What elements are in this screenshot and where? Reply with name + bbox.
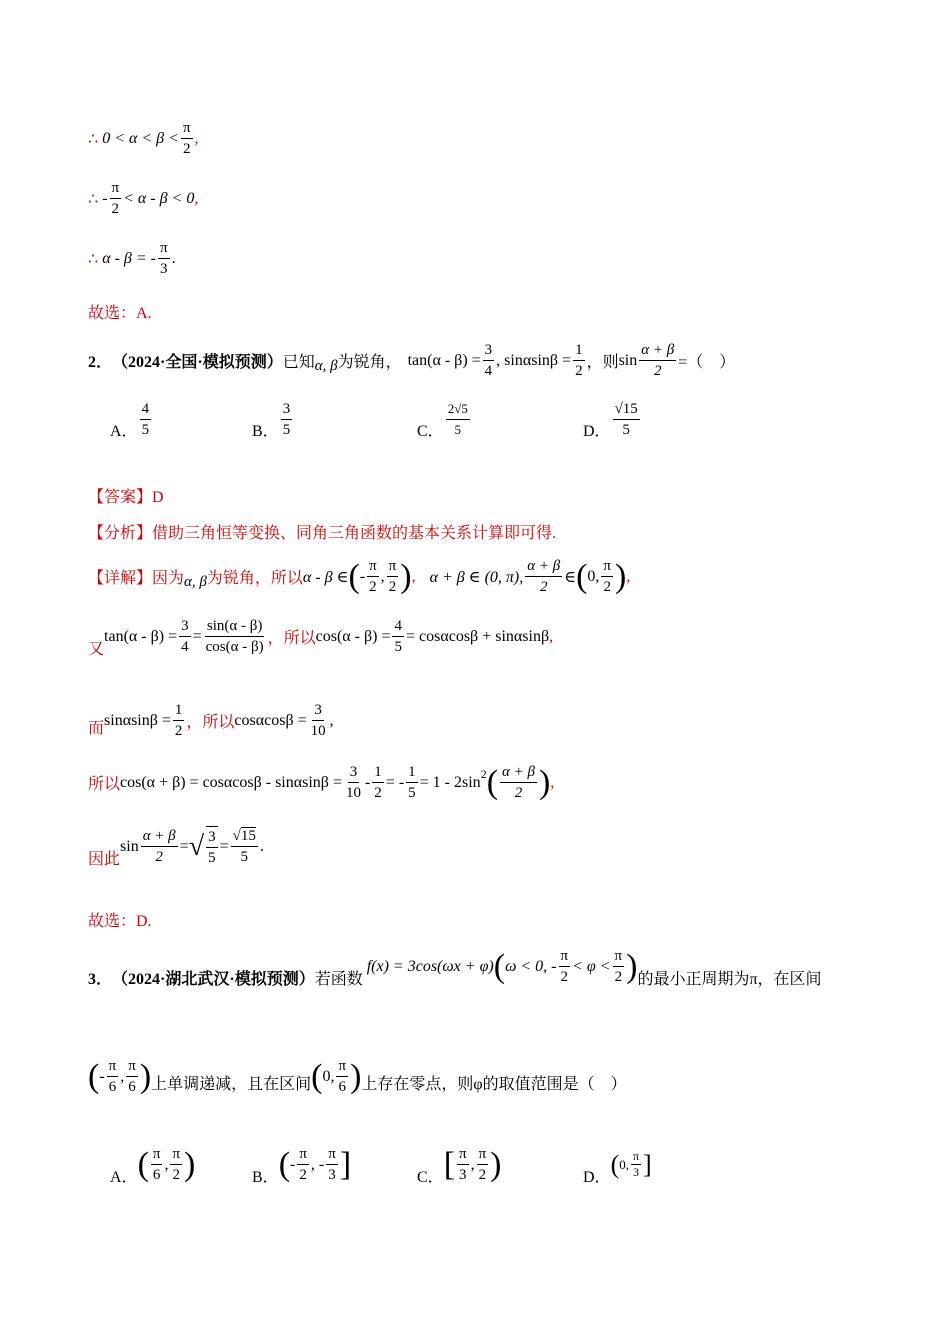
sin-product: sinαsinβ = xyxy=(104,711,171,729)
option-label: A． xyxy=(110,1169,138,1186)
minus: - xyxy=(102,189,108,207)
fraction: $\frac{1}{2}$ xyxy=(374,764,382,801)
stem-text: ，则 xyxy=(586,354,619,371)
fraction: $\frac{\pi}{2}$ xyxy=(603,558,611,595)
punct: , xyxy=(194,129,199,147)
stem-text: 上单调递减，且在区间 xyxy=(151,1076,312,1093)
stem-text: 已知 xyxy=(282,354,315,371)
fraction: $\frac{\pi}{2}$ xyxy=(369,558,377,595)
option-label: A． xyxy=(110,423,138,440)
double-angle-expression: = 1 - 2sin xyxy=(419,773,481,791)
option-b[interactable] xyxy=(252,398,294,441)
option-label: B． xyxy=(252,1169,279,1186)
identity-expression: = cosαcosβ + sinαsinβ xyxy=(405,627,550,645)
cos-product: cosαcosβ = xyxy=(234,711,307,729)
inequality: < α - β < 0 xyxy=(123,189,195,207)
fraction: $\frac{\pi}{6}$ xyxy=(152,1146,161,1183)
variables: α, β xyxy=(314,358,338,374)
fraction: $\frac{\pi}{2}$ xyxy=(478,1146,487,1183)
therefore-symbol: ∴ xyxy=(88,190,99,208)
answer-line: 【答案】D xyxy=(88,489,164,506)
fraction: $\frac{\alpha + \beta}{2}$ xyxy=(502,764,535,801)
option-label: D． xyxy=(583,1169,611,1186)
detail-text: 为锐角，所以 xyxy=(206,570,303,587)
fraction: $\frac{\sin(\alpha - \beta)}{\cos(\alpha - \beta)}$ xyxy=(205,618,264,655)
option-label: C． xyxy=(417,1169,444,1186)
fraction: $\frac{\alpha + \beta}{2}$ xyxy=(142,828,176,865)
stem-text: 为锐角， xyxy=(337,354,402,371)
inequality: 0 < α < β < xyxy=(102,129,179,147)
fraction: $\frac{\pi}{6}$ xyxy=(108,1058,117,1095)
condition: < φ < xyxy=(572,957,611,975)
fraction: $\frac{1}{5}$ xyxy=(408,764,416,801)
fraction: $\frac{\pi}{2}$ xyxy=(182,120,191,157)
detail-text: 所以 xyxy=(88,776,121,793)
detail-label: 【详解】因为 xyxy=(88,570,185,587)
fraction: $\frac{3}{5}$ xyxy=(282,401,291,438)
detail-text: ，所以 xyxy=(186,714,235,731)
q3-option-b[interactable]: B． ( - $\frac{\pi}{2}$ , - $\frac{\pi}{3}$ ] xyxy=(252,1145,352,1186)
solution-line-3 xyxy=(88,238,176,279)
stem-text: 的最小正周期为π，在区间 xyxy=(637,971,822,988)
variables: α, β xyxy=(184,574,207,590)
detail-line-2: 又 tan(α - β) = $\frac{3}{4}$ = $\frac{\sin(\alpha - \beta)}{\cos(\alpha - \beta)}$ ，所以 cos(α - β) = $\frac{4}{5}$ = cosαcosβ + sinαsinβ , xyxy=(88,618,554,658)
equation: α - β = - xyxy=(102,249,157,267)
fraction: $\frac{4}{5}$ xyxy=(394,618,402,655)
tan-expression: tan(α - β) = xyxy=(104,627,178,645)
option-label: C． xyxy=(417,423,444,440)
question-2-stem xyxy=(88,340,735,381)
option-a[interactable] xyxy=(110,398,153,441)
target-expression: sin xyxy=(618,351,638,369)
fraction: $\frac{\pi}{2}$ xyxy=(388,558,397,595)
option-d[interactable] xyxy=(583,398,642,441)
detail-line-3: 而 sinαsinβ = $\frac{1}{2}$ ，所以 cosαcosβ = $\frac{3}{10}$ , xyxy=(88,702,334,739)
fraction: $\frac{3}{10}$ xyxy=(345,764,361,801)
fraction: $\frac{\pi}{2}$ xyxy=(299,1146,307,1183)
detail-line-1: 【详解】因为 α, β 为锐角，所以 α - β ∈ ( - $\frac{\pi}{2}$ , $\frac{\pi}{2}$ ) , α + β ∈ (0, π), $\frac{\alpha + \beta}{2}$ ∈ ( 0, $\frac{\pi}{2}$ ) , xyxy=(88,557,631,595)
therefore-symbol: ∴ xyxy=(88,250,99,268)
question-3-stem-2: ( - $\frac{\pi}{6}$ , $\frac{\pi}{6}$ ) 上单调递减，且在区间 ( 0, $\frac{\pi}{6}$ ) 上存在零点，则φ的取值范围是（ ） xyxy=(88,1057,627,1095)
fraction: $\frac{\pi}{6}$ xyxy=(128,1058,136,1095)
stem-text: 若函数 xyxy=(314,971,363,988)
detail-text: 又 xyxy=(88,641,105,658)
stem-text: 上存在零点，则φ的取值范围是（ ） xyxy=(361,1076,627,1093)
fraction: $\frac{\pi}{2}$ xyxy=(560,948,569,985)
q3-option-c[interactable]: C． [ $\frac{\pi}{3}$ , $\frac{\pi}{2}$ ) xyxy=(417,1145,502,1186)
fraction: $\frac{\pi}{6}$ xyxy=(338,1058,347,1095)
question-number: 2． xyxy=(88,354,113,371)
fraction: $\frac{\pi}{3}$ xyxy=(160,240,168,277)
q3-option-a[interactable]: A． ( $\frac{\pi}{6}$ , $\frac{\pi}{2}$ ) xyxy=(110,1145,196,1186)
sin-expression: , sinαsinβ = xyxy=(496,351,572,369)
detail-line-5: 因此 sin $\frac{\alpha + \beta}{2}$ = √ $\frac{3}{5}$ = $\frac{√15}{5}$ . xyxy=(88,824,264,869)
option-c[interactable] xyxy=(417,398,472,441)
option-label: B． xyxy=(252,423,279,440)
fraction: $\frac{\pi}{3}$ xyxy=(632,1149,640,1179)
fraction: $\frac{1}{2}$ xyxy=(174,702,183,739)
detail-line-4: 所以 cos(α + β) = cosαcosβ - sinαsinβ = $\frac{3}{10}$ - $\frac{1}{2}$ = - $\frac{1}{5}$ = 1 - 2sin 2 ( $\frac{\alpha + \beta}{2}$ ) , xyxy=(88,763,555,801)
solution-line-1 xyxy=(88,118,199,159)
fraction: $\frac{3}{10}$ xyxy=(310,702,326,739)
detail-text: ，所以 xyxy=(267,630,316,647)
detail-text: 而 xyxy=(88,720,105,737)
question-3-stem: 3． （2024·湖北武汉·模拟预测） 若函数 f(x) = 3cos(ωx + φ) ( ω < 0, - $\frac{\pi}{2}$ < φ < $\frac{\pi}{2}$ ) 的最小正周期为π，在区间 xyxy=(88,947,822,988)
q3-option-d[interactable]: D． ( 0, $\frac{\pi}{3}$ ] xyxy=(583,1149,652,1186)
punct: , xyxy=(194,189,199,207)
fraction: $\frac{\pi}{3}$ xyxy=(459,1146,467,1183)
choice-d-line: 故选：D. xyxy=(88,913,152,930)
condition: ω < 0, - xyxy=(505,957,557,975)
fraction: $\frac{4}{5}$ xyxy=(141,401,150,438)
fraction: $\frac{\pi}{2}$ xyxy=(172,1146,181,1183)
question-blank: =（ ） xyxy=(678,354,736,371)
fraction: $\frac{√15}{5}$ xyxy=(232,828,256,865)
analysis-line: 【分析】借助三角恒等变换、同角三角函数的基本关系计算即可得. xyxy=(88,525,557,542)
fraction: $\frac{3}{4}$ xyxy=(181,618,189,655)
fraction: $\frac{3}{4}$ xyxy=(484,342,493,379)
sqrt-fraction: $\frac{3}{5}$ xyxy=(206,826,218,868)
detail-text: 因此 xyxy=(88,851,121,868)
question-source: （2024·全国·模拟预测） xyxy=(112,354,283,371)
function-expression: f(x) = 3cos(ωx + φ) xyxy=(366,957,494,975)
fraction: $\frac{\pi}{2}$ xyxy=(111,180,120,217)
question-source: （2024·湖北武汉·模拟预测） xyxy=(112,971,315,988)
tan-expression: tan(α - β) = xyxy=(407,351,481,369)
radicand: 15 xyxy=(240,828,256,844)
sum-range: α + β ∈ (0, π), xyxy=(429,568,524,586)
question-number: 3． xyxy=(88,971,113,988)
fraction: $\frac{\pi}{3}$ xyxy=(328,1146,336,1183)
fraction: $\frac{\pi}{2}$ xyxy=(614,948,623,985)
fraction: $\frac{\alpha + \beta}{2}$ xyxy=(527,558,561,595)
fraction: $\frac{1}{2}$ xyxy=(575,342,583,379)
choice-a-line: 故选：A. xyxy=(88,305,152,322)
fraction: $\frac{√15}{5}$ xyxy=(614,401,638,438)
range-expression: α - β ∈ xyxy=(302,568,349,586)
fraction: $\frac{2√5}{5}$ xyxy=(447,401,468,437)
cos-sum-expression: cos(α + β) = cosαcosβ - sinαsinβ = xyxy=(120,773,342,791)
fraction: $\frac{\alpha + \beta}{2}$ xyxy=(641,342,675,379)
solution-line-2 xyxy=(88,178,198,219)
therefore-symbol: ∴ xyxy=(88,130,99,148)
option-label: D． xyxy=(583,423,611,440)
cos-expression: cos(α - β) = xyxy=(315,627,391,645)
punct: . xyxy=(171,249,176,267)
